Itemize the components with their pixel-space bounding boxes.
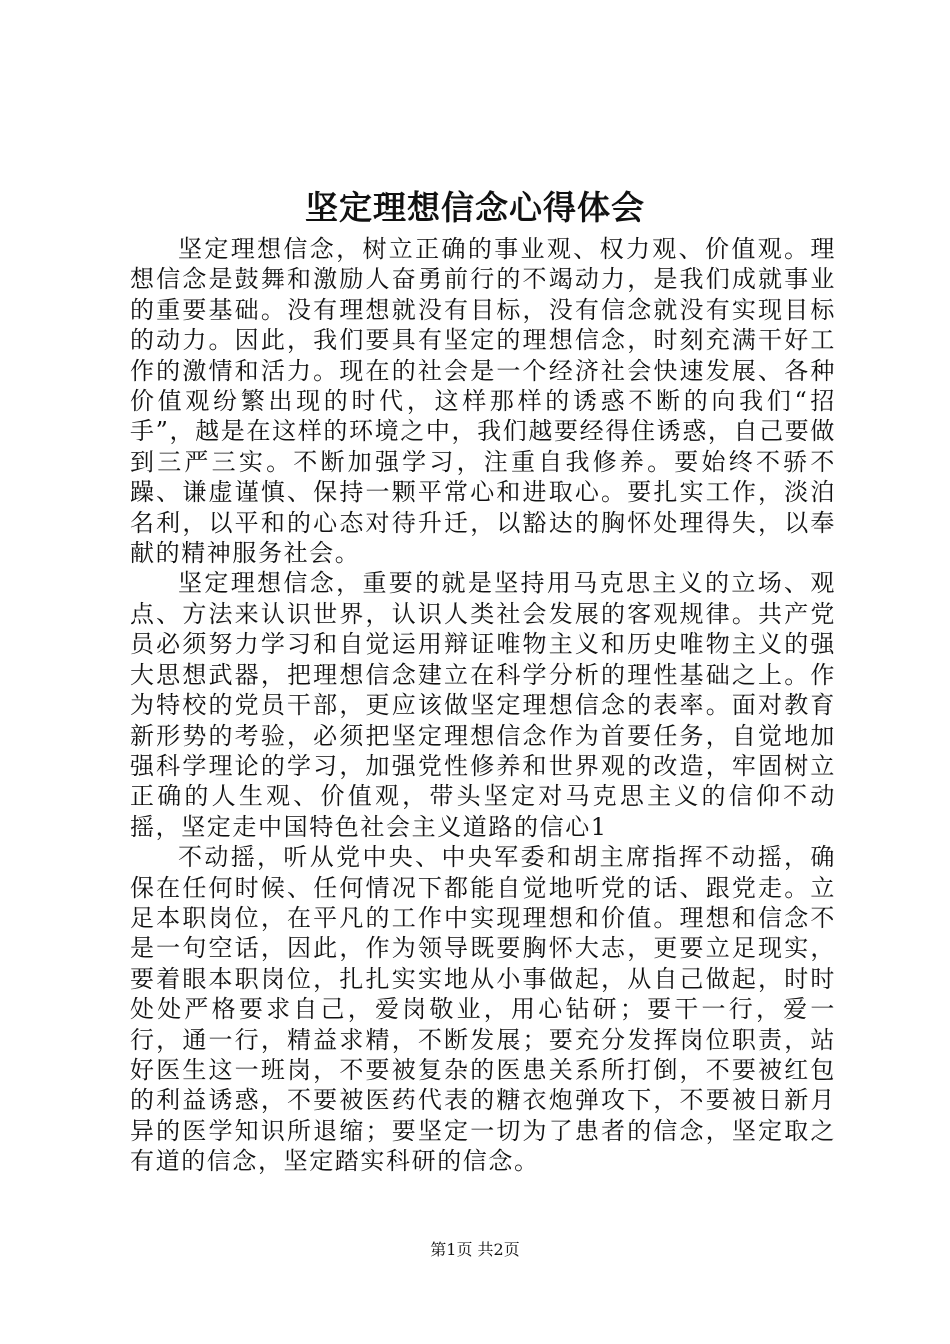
paragraph-1: 坚定理想信念，树立正确的事业观、权力观、价值观。理想信念是鼓舞和激励人奋勇前行的不竭动力，是我们成就事业的重要基础。没有理想就没有目标，没有信念就没有实现目标的动力。因此，我们要具有坚定的理想信念，时刻充满干好工作的激情和活力。现在的社会是一个经济社会快速发展、各种价值观纷繁出现的时代，这样那样的诱惑不断的向我们“招手”，越是在这样的环境之中，我们越要经得住诱惑，自己要做到三严三实。不断加强学习，注重自我修养。要始终不骄不躁、谦虚谨慎、保持一颗平常心和进取心。要扎实工作，淡泊名利，以平和的心态对待升迁，以豁达的胸怀处理得失，以奉献的精神服务社会。 [130, 235, 836, 568]
document-title: 坚定理想信念心得体会 [305, 188, 645, 227]
page-number-footer: 第1页 共2页 [430, 1240, 520, 1259]
paragraph-2: 坚定理想信念，重要的就是坚持用马克思主义的立场、观点、方法来认识世界，认识人类社会发展的客观规律。共产党员必须努力学习和自觉运用辩证唯物主义和历史唯物主义的强大思想武器，把理想信念建立在科学分析的理性基础之上。作为特校的党员干部，更应该做坚定理想信念的表率。面对教育新形势的考验，必须把坚定理想信念作为首要任务，自觉地加强科学理论的学习，加强党性修养和世界观的改造，牢固树立正确的人生观、价值观，带头坚定对马克思主义的信仰不动摇，坚定走中国特色社会主义道路的信心1 [130, 569, 836, 841]
paragraph-3: 不动摇，听从党中央、中央军委和胡主席指挥不动摇，确保在任何时候、任何情况下都能自觉地听党的话、跟党走。立足本职岗位，在平凡的工作中实现理想和价值。理想和信念不是一句空话，因此，作为领导既要胸怀大志，更要立足现实，要着眼本职岗位，扎扎实实地从小事做起，从自己做起，时时处处严格要求自己，爱岗敬业，用心钻研；要干一行，爱一行，通一行，精益求精，不断发展；要充分发挥岗位职责，站好医生这一班岗，不要被复杂的医患关系所打倒，不要被红包的利益诱惑，不要被医药代表的糖衣炮弹攻下，不要被日新月异的医学知识所退缩；要坚定一切为了患者的信念，坚定取之有道的信念，坚定踏实科研的信念。 [130, 843, 836, 1176]
document-body [130, 234, 836, 1177]
